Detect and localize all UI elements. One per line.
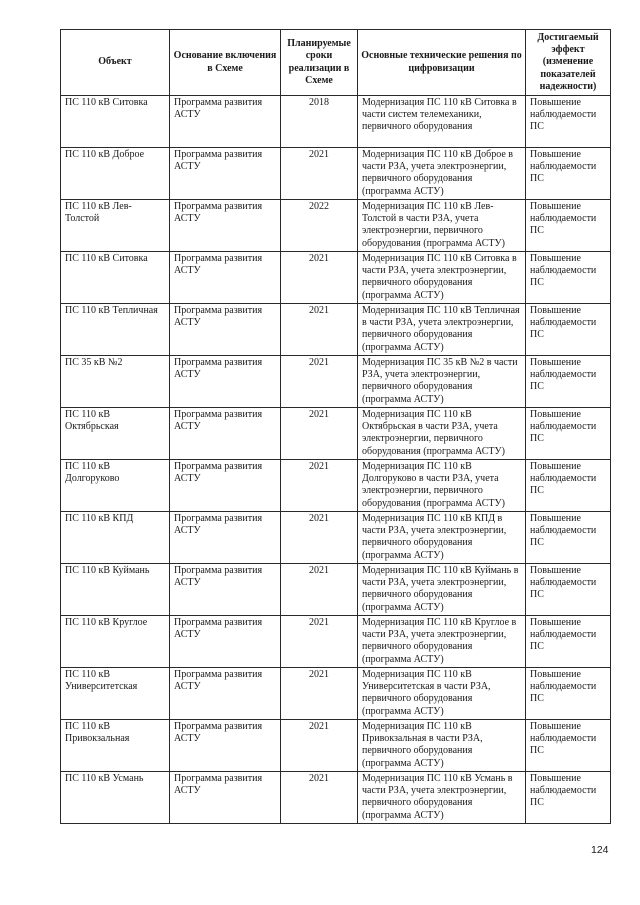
cell-effect: Повышение наблюдаемости ПС xyxy=(526,564,611,616)
table-row xyxy=(61,616,611,668)
cell-object: ПС 110 кВ Круглое xyxy=(61,616,170,668)
digitalization-table xyxy=(60,29,611,824)
table-row xyxy=(61,356,611,408)
cell-solution: Модернизация ПС 110 кВ Ситовка в части РЗА, учета электроэнергии, первичного оборудования (программа АСТУ) xyxy=(358,252,526,304)
cell-effect: Повышение наблюдаемости ПС xyxy=(526,512,611,564)
cell-year: 2018 xyxy=(281,96,358,148)
cell-object: ПС 110 кВ Усмань xyxy=(61,772,170,824)
cell-effect: Повышение наблюдаемости ПС xyxy=(526,200,611,252)
document-table-wrapper xyxy=(60,29,610,824)
table-row xyxy=(61,304,611,356)
table-row xyxy=(61,252,611,304)
cell-object: ПС 110 кВ Лев-Толстой xyxy=(61,200,170,252)
header-solutions: Основные технические решения по цифровизации xyxy=(358,30,526,96)
cell-solution: Модернизация ПС 110 кВ Университетская в части РЗА, первичного оборудования (программа АСТУ) xyxy=(358,668,526,720)
cell-object: ПС 110 кВ Тепличная xyxy=(61,304,170,356)
cell-solution: Модернизация ПС 110 кВ Долгоруково в части РЗА, учета электроэнергии, первичного оборудования (программа АСТУ) xyxy=(358,460,526,512)
cell-object: ПС 110 кВ Куймань xyxy=(61,564,170,616)
cell-effect: Повышение наблюдаемости ПС xyxy=(526,148,611,200)
cell-basis: Программа развития АСТУ xyxy=(170,304,281,356)
cell-basis: Программа развития АСТУ xyxy=(170,408,281,460)
cell-year: 2021 xyxy=(281,252,358,304)
cell-solution: Модернизация ПС 35 кВ №2 в части РЗА, учета электроэнергии, первичного оборудования (программа АСТУ) xyxy=(358,356,526,408)
cell-year: 2021 xyxy=(281,564,358,616)
cell-year: 2022 xyxy=(281,200,358,252)
header-basis: Основание включения в Схеме xyxy=(170,30,281,96)
header-effect: Достигаемый эффект (изменение показателей надежности) xyxy=(526,30,611,96)
cell-effect: Повышение наблюдаемости ПС xyxy=(526,408,611,460)
cell-basis: Программа развития АСТУ xyxy=(170,356,281,408)
table-row xyxy=(61,460,611,512)
cell-basis: Программа развития АСТУ xyxy=(170,512,281,564)
cell-solution: Модернизация ПС 110 кВ Лев-Толстой в части РЗА, учета электроэнергии, первичного оборудования (программа АСТУ) xyxy=(358,200,526,252)
cell-year: 2021 xyxy=(281,460,358,512)
cell-effect: Повышение наблюдаемости ПС xyxy=(526,252,611,304)
cell-basis: Программа развития АСТУ xyxy=(170,460,281,512)
cell-object: ПС 110 кВ Долгоруково xyxy=(61,460,170,512)
cell-effect: Повышение наблюдаемости ПС xyxy=(526,720,611,772)
table-row xyxy=(61,200,611,252)
cell-year: 2021 xyxy=(281,772,358,824)
table-row xyxy=(61,148,611,200)
cell-effect: Повышение наблюдаемости ПС xyxy=(526,668,611,720)
cell-basis: Программа развития АСТУ xyxy=(170,668,281,720)
cell-object: ПС 110 кВ Ситовка xyxy=(61,252,170,304)
cell-solution: Модернизация ПС 110 кВ Ситовка в части систем телемеханики, первичного оборудования xyxy=(358,96,526,148)
table-row xyxy=(61,720,611,772)
cell-basis: Программа развития АСТУ xyxy=(170,200,281,252)
cell-year: 2021 xyxy=(281,720,358,772)
table-row xyxy=(61,96,611,148)
cell-basis: Программа развития АСТУ xyxy=(170,616,281,668)
cell-solution: Модернизация ПС 110 кВ Привокзальная в части РЗА, первичного оборудования (программа АСТУ) xyxy=(358,720,526,772)
header-period: Планируемые сроки реализации в Схеме xyxy=(281,30,358,96)
cell-effect: Повышение наблюдаемости ПС xyxy=(526,460,611,512)
cell-effect: Повышение наблюдаемости ПС xyxy=(526,616,611,668)
table-row xyxy=(61,408,611,460)
header-object: Объект xyxy=(61,30,170,96)
table-row xyxy=(61,564,611,616)
cell-effect: Повышение наблюдаемости ПС xyxy=(526,356,611,408)
cell-year: 2021 xyxy=(281,356,358,408)
cell-solution: Модернизация ПС 110 кВ Доброе в части РЗА, учета электроэнергии, первичного оборудования (программа АСТУ) xyxy=(358,148,526,200)
cell-basis: Программа развития АСТУ xyxy=(170,96,281,148)
cell-basis: Программа развития АСТУ xyxy=(170,564,281,616)
cell-year: 2021 xyxy=(281,512,358,564)
cell-solution: Модернизация ПС 110 кВ Куймань в части РЗА, учета электроэнергии, первичного оборудования (программа АСТУ) xyxy=(358,564,526,616)
cell-solution: Модернизация ПС 110 кВ Круглое в части РЗА, учета электроэнергии, первичного оборудования (программа АСТУ) xyxy=(358,616,526,668)
cell-basis: Программа развития АСТУ xyxy=(170,720,281,772)
cell-object: ПС 110 кВ Ситовка xyxy=(61,96,170,148)
cell-object: ПС 35 кВ №2 xyxy=(61,356,170,408)
cell-year: 2021 xyxy=(281,408,358,460)
cell-effect: Повышение наблюдаемости ПС xyxy=(526,96,611,148)
cell-object: ПС 110 кВ КПД xyxy=(61,512,170,564)
table-header-row xyxy=(61,30,611,96)
cell-object: ПС 110 кВ Доброе xyxy=(61,148,170,200)
table-row xyxy=(61,512,611,564)
cell-basis: Программа развития АСТУ xyxy=(170,252,281,304)
cell-effect: Повышение наблюдаемости ПС xyxy=(526,304,611,356)
cell-solution: Модернизация ПС 110 кВ Октябрьская в части РЗА, учета электроэнергии, первичного оборудования (программа АСТУ) xyxy=(358,408,526,460)
table-row xyxy=(61,668,611,720)
cell-solution: Модернизация ПС 110 кВ Тепличная в части РЗА, учета электроэнергии, первичного оборудования (программа АСТУ) xyxy=(358,304,526,356)
cell-solution: Модернизация ПС 110 кВ КПД в части РЗА, учета электроэнергии, первичного оборудования (программа АСТУ) xyxy=(358,512,526,564)
cell-solution: Модернизация ПС 110 кВ Усмань в части РЗА, учета электроэнергии, первичного оборудования (программа АСТУ) xyxy=(358,772,526,824)
cell-object: ПС 110 кВ Октябрьская xyxy=(61,408,170,460)
cell-object: ПС 110 кВ Привокзальная xyxy=(61,720,170,772)
cell-year: 2021 xyxy=(281,304,358,356)
cell-year: 2021 xyxy=(281,616,358,668)
cell-basis: Программа развития АСТУ xyxy=(170,148,281,200)
cell-year: 2021 xyxy=(281,668,358,720)
cell-basis: Программа развития АСТУ xyxy=(170,772,281,824)
cell-year: 2021 xyxy=(281,148,358,200)
cell-object: ПС 110 кВ Университетская xyxy=(61,668,170,720)
table-row xyxy=(61,772,611,824)
cell-effect: Повышение наблюдаемости ПС xyxy=(526,772,611,824)
page-number: 124 xyxy=(591,844,609,856)
